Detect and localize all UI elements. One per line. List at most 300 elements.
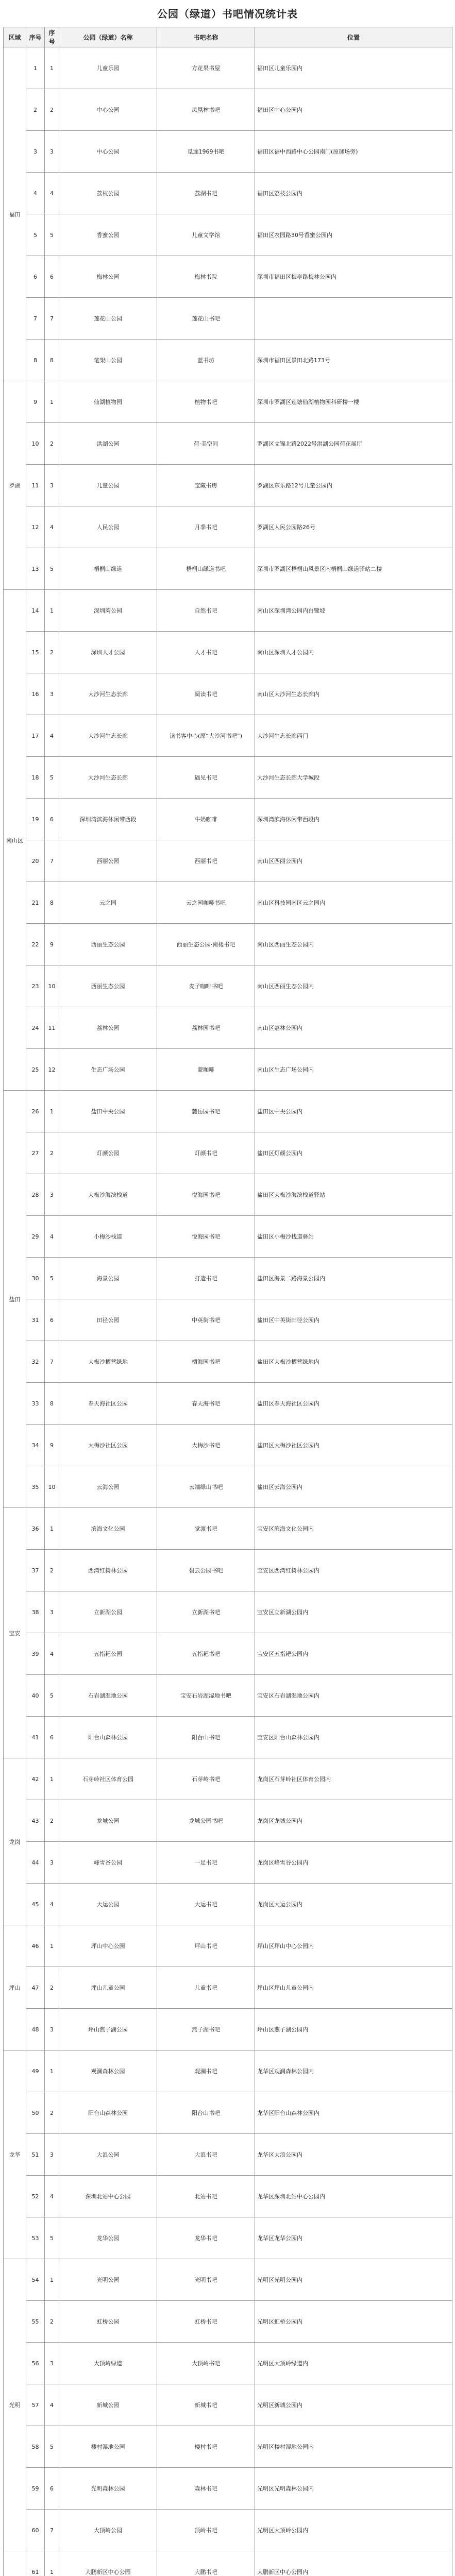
park-name: 大顶岭绿道 [59,2343,157,2384]
row-index: 2 [26,89,45,131]
sub-index: 1 [45,47,59,89]
location: 大沙河生态长廊西门 [255,715,452,757]
location: 龙华区深圳北站中心公园内 [255,2176,452,2217]
table-row [4,2092,452,2134]
park-name: 大沙河生态长廊 [59,715,157,757]
park-name: 香蜜公园 [59,214,157,256]
sub-index: 3 [45,673,59,715]
table-row [4,1675,452,1717]
table-row [4,590,452,632]
row-index: 56 [26,2343,45,2384]
sub-index: 2 [45,89,59,131]
location: 南山区西丽公园内 [255,840,452,882]
bookbar-name: 蒙咖啡 [157,1049,255,1091]
bookbar-name: 大运书吧 [157,1884,255,1925]
table-row [4,89,452,131]
park-name: 仙湖植物园 [59,381,157,423]
row-index: 6 [26,256,45,298]
table-row [4,1633,452,1675]
row-index: 59 [26,2468,45,2510]
row-index: 5 [26,214,45,256]
sub-index: 3 [45,2134,59,2176]
row-index: 44 [26,1842,45,1884]
row-index: 36 [26,1508,45,1550]
park-name: 石岩湖湿地公园 [59,1675,157,1717]
bookbar-name: 人才书吧 [157,632,255,673]
park-name: 五指耙公园 [59,1633,157,1675]
table-row [4,1132,452,1174]
row-index: 18 [26,757,45,799]
district-cell: 罗湖 [4,381,26,590]
table-row [4,47,452,89]
location: 罗湖区人民公园路26号 [255,506,452,548]
bookbar-name: 觅途1969书吧 [157,131,255,173]
park-name: 深圳湾公园 [59,590,157,632]
row-index: 50 [26,2092,45,2134]
bookbar-name: 楼村书吧 [157,2426,255,2468]
location: 龙华区龙华公园内 [255,2217,452,2259]
bookbar-name: 龙城公园书吧 [157,1800,255,1842]
location: 龙岗区石芽岭社区体育公园内 [255,1758,452,1800]
table-row [4,1049,452,1091]
location: 南山区大沙河生态长廊内 [255,673,452,715]
sub-index: 3 [45,1174,59,1216]
bookbar-name: 石芽岭书吧 [157,1758,255,1800]
bookbar-name: 大鹏书吧 [157,2551,255,2576]
table-row [4,2343,452,2384]
sub-index: 3 [45,465,59,506]
row-index: 41 [26,1717,45,1758]
sub-index: 3 [45,1591,59,1633]
row-index: 52 [26,2176,45,2217]
row-index: 38 [26,1591,45,1633]
sub-index: 7 [45,2510,59,2551]
table-row [4,673,452,715]
sub-index: 1 [45,2050,59,2092]
bookbar-name: 森林书吧 [157,2468,255,2510]
table-row [4,465,452,506]
bookbar-name: 观澜书吧 [157,2050,255,2092]
table-body [4,47,452,2576]
location: 南山区荔林公园内 [255,1007,452,1049]
bookbar-name: 阳台山书吧 [157,1717,255,1758]
bookbar-name: 读书客中心(原“大沙河书吧”) [157,715,255,757]
table-row [4,2217,452,2259]
sub-index: 5 [45,2217,59,2259]
park-name: 莲花山公园 [59,298,157,340]
sub-index: 6 [45,256,59,298]
location: 大沙河生态长廊大学城段 [255,757,452,799]
park-name: 大浪公园 [59,2134,157,2176]
location: 深圳市罗湖区莲塘仙湖植物园科研楼一楼 [255,381,452,423]
row-index: 8 [26,340,45,381]
row-index: 3 [26,131,45,173]
header-bookbar-name: 书吧名称 [157,27,255,47]
district-cell: 坪山 [4,1925,26,2050]
table-row [4,1591,452,1633]
sub-index: 5 [45,1675,59,1717]
bookbar-name: 宝安石岩湖湿地书吧 [157,1675,255,1717]
sub-index: 9 [45,1425,59,1466]
table-row [4,340,452,381]
table-row [4,256,452,298]
table-row [4,632,452,673]
bookbar-name: 自然书吧 [157,590,255,632]
location: 宝安区滨海文化公园内 [255,1508,452,1550]
bookbar-name: 牛奶咖啡 [157,799,255,840]
bookbar-name: 儿童文学馆 [157,214,255,256]
location: 福田区荔枝公园内 [255,173,452,214]
row-index: 23 [26,965,45,1007]
location: 南山区西丽生态公园内 [255,965,452,1007]
location: 盐田区云海公园内 [255,1466,452,1508]
location [255,298,452,340]
sub-index: 5 [45,1258,59,1299]
sub-index: 10 [45,965,59,1007]
location: 光明区光明森林公园内 [255,2468,452,2510]
row-index: 53 [26,2217,45,2259]
sub-index: 3 [45,131,59,173]
table-row [4,882,452,924]
row-index: 12 [26,506,45,548]
park-name: 大梅沙海滨栈道 [59,1174,157,1216]
park-name: 笔架山公园 [59,340,157,381]
location: 宝安区立新湖公园内 [255,1591,452,1633]
district-cell [4,2551,26,2576]
park-name: 楼村湿地公园 [59,2426,157,2468]
park-name: 中心公园 [59,89,157,131]
row-index: 13 [26,548,45,590]
row-index: 22 [26,924,45,965]
sub-index: 4 [45,1884,59,1925]
row-index: 28 [26,1174,45,1216]
bookbar-name: 梧桐山绿道书吧 [157,548,255,590]
park-name: 荔枝公园 [59,173,157,214]
bookbar-name: 儿童书吧 [157,1967,255,2009]
park-name: 生态广场公园 [59,1049,157,1091]
park-name: 光明森林公园 [59,2468,157,2510]
sub-index: 4 [45,2384,59,2426]
bookbar-name: 凤凰林书吧 [157,89,255,131]
bookbar-name: 荔湖书吧 [157,173,255,214]
row-index: 31 [26,1299,45,1341]
table-row [4,214,452,256]
row-index: 26 [26,1091,45,1132]
location: 福田区农园路30号香蜜公园内 [255,214,452,256]
row-index: 32 [26,1341,45,1383]
row-index: 37 [26,1550,45,1591]
bookbar-name: 灯颜书吧 [157,1132,255,1174]
location: 福田区儿童乐园内 [255,47,452,89]
bookbar-name: 月季书吧 [157,506,255,548]
bookbar-name: 大顶岭书吧 [157,2343,255,2384]
row-index: 47 [26,1967,45,2009]
row-index: 11 [26,465,45,506]
sub-index: 2 [45,632,59,673]
sub-index: 8 [45,340,59,381]
park-name: 西丽公园 [59,840,157,882]
park-name: 西湾红树林公园 [59,1550,157,1591]
park-name: 坪山中心公园 [59,1925,157,1967]
bookbar-name: 五指耙书吧 [157,1633,255,1675]
location: 龙岗区峰雪谷公园内 [255,1842,452,1884]
sub-index: 2 [45,2092,59,2134]
park-name: 儿童公园 [59,465,157,506]
table-row [4,2134,452,2176]
location: 龙岗区大运公园内 [255,1884,452,1925]
table-row [4,1299,452,1341]
table-row [4,173,452,214]
sub-index: 2 [45,423,59,465]
table-row [4,2426,452,2468]
bookbar-name: 中英街书吧 [157,1299,255,1341]
sub-index: 4 [45,1633,59,1675]
park-name: 阳台山森林公园 [59,2092,157,2134]
table-row [4,381,452,423]
park-name: 荔林公园 [59,1007,157,1049]
location: 坪山区坪山中心公园内 [255,1925,452,1967]
location: 宝安区石岩湖湿地公园内 [255,1675,452,1717]
district-cell: 南山区 [4,590,26,1091]
bookbar-name: 西丽书吧 [157,840,255,882]
bookbar-name: 新城书吧 [157,2384,255,2426]
park-name: 龙华公园 [59,2217,157,2259]
sub-index: 8 [45,882,59,924]
row-index: 43 [26,1800,45,1842]
location: 深圳市罗湖区梧桐山风景区内梧桐山绿道驿站二楼 [255,548,452,590]
sub-index: 4 [45,506,59,548]
table-row [4,2176,452,2217]
sub-index: 10 [45,1466,59,1508]
location: 盐田区中英街田径公园内 [255,1299,452,1341]
table-row [4,131,452,173]
sub-index: 2 [45,1967,59,2009]
table-row [4,2050,452,2092]
location: 南山区西丽生态公园内 [255,924,452,965]
sub-index: 7 [45,840,59,882]
location: 龙华区阳台山森林公园内 [255,2092,452,2134]
park-name: 深圳北站中心公园 [59,2176,157,2217]
location: 深圳湾滨海休闲带西段内 [255,799,452,840]
sub-index: 1 [45,2551,59,2576]
location: 光明区新城公园内 [255,2384,452,2426]
location: 深圳市福田区景田北路173号 [255,340,452,381]
park-name: 坪山燕子湖公园 [59,2009,157,2050]
park-name: 虹桥公园 [59,2301,157,2343]
sub-index: 2 [45,1550,59,1591]
sub-index: 2 [45,1132,59,1174]
location: 盐田区小梅沙栈道驿站 [255,1216,452,1258]
row-index: 20 [26,840,45,882]
bookbar-name: 阳台山书吧 [157,2092,255,2134]
row-index: 49 [26,2050,45,2092]
sub-index: 8 [45,1383,59,1425]
row-index: 16 [26,673,45,715]
park-name: 观澜森林公园 [59,2050,157,2092]
location: 福田区中心公园内 [255,89,452,131]
location: 盐田区春天海社区公园内 [255,1383,452,1425]
sub-index: 5 [45,548,59,590]
park-name: 海景公园 [59,1258,157,1299]
bookbar-name: 悦海园书吧 [157,1216,255,1258]
location: 坪山区坪山儿童公园内 [255,1967,452,2009]
sub-index: 3 [45,2009,59,2050]
bookbar-name: 蓝书坊 [157,340,255,381]
bookbar-name: 阅读书吧 [157,673,255,715]
table-row [4,1800,452,1842]
table-row [4,2551,452,2576]
park-name: 人民公园 [59,506,157,548]
sub-index: 5 [45,2426,59,2468]
bookbar-name: 打造书吧 [157,1258,255,1299]
row-index: 45 [26,1884,45,1925]
location: 南山区深圳湾公园内白鹭坡 [255,590,452,632]
header-row [4,27,452,47]
park-name: 儿童乐园 [59,47,157,89]
location: 光明区光明公园内 [255,2259,452,2301]
location: 坪山区燕子湖公园内 [255,2009,452,2050]
header-index: 序号 [26,27,45,47]
row-index: 30 [26,1258,45,1299]
sub-index: 3 [45,1842,59,1884]
row-index: 1 [26,47,45,89]
row-index: 58 [26,2426,45,2468]
sub-index: 1 [45,1091,59,1132]
location: 大鹏新区中心公园内 [255,2551,452,2576]
park-name: 立新湖公园 [59,1591,157,1633]
table-row [4,1884,452,1925]
table-row [4,799,452,840]
bookbar-name: 梅林书院 [157,256,255,298]
location: 盐田区灯颜公园内 [255,1132,452,1174]
sub-index: 4 [45,1216,59,1258]
bookbar-name: 虹桥书吧 [157,2301,255,2343]
table-row [4,757,452,799]
bookbar-name: 坪山书吧 [157,1925,255,1967]
location: 南山区深圳人才公园内 [255,632,452,673]
table-row [4,1717,452,1758]
location: 深圳市福田区梅亭路梅林公园内 [255,256,452,298]
header-location: 位置 [255,27,452,47]
park-name: 盐田中央公园 [59,1091,157,1132]
table-row [4,2259,452,2301]
row-index: 61 [26,2551,45,2576]
table-row [4,1466,452,1508]
park-name: 光明公园 [59,2259,157,2301]
park-name: 阳台山森林公园 [59,1717,157,1758]
sub-index: 7 [45,1341,59,1383]
park-name: 西丽生态公园 [59,965,157,1007]
sub-index: 4 [45,173,59,214]
location: 罗湖区文锦北路2022号洪湖公园荷花展厅 [255,423,452,465]
table-row [4,1091,452,1132]
bookbar-name: 麦子咖啡书吧 [157,965,255,1007]
row-index: 33 [26,1383,45,1425]
park-name: 洪湖公园 [59,423,157,465]
table-row [4,2301,452,2343]
sub-index: 12 [45,1049,59,1091]
table-row [4,2384,452,2426]
bookbar-name: 植物书吧 [157,381,255,423]
location: 福田区福中西路中心公园南门(原球场旁) [255,131,452,173]
table-row [4,1842,452,1884]
sub-index: 1 [45,590,59,632]
table-row [4,1967,452,2009]
table-row [4,1258,452,1299]
table-row [4,1425,452,1466]
sub-index: 5 [45,757,59,799]
table-row [4,2468,452,2510]
bookbar-name: 大梅沙书吧 [157,1425,255,1466]
bookbar-name: 宝藏书房 [157,465,255,506]
district-cell: 宝安 [4,1508,26,1758]
row-index: 46 [26,1925,45,1967]
row-index: 24 [26,1007,45,1049]
row-index: 34 [26,1425,45,1466]
district-cell: 龙华 [4,2050,26,2259]
sub-index: 2 [45,1800,59,1842]
location: 盐田区中央公园内 [255,1091,452,1132]
bookbar-name: 云端绿山书吧 [157,1466,255,1508]
location: 龙岗区龙城公园内 [255,1800,452,1842]
park-name: 大鹏新区中心公园 [59,2551,157,2576]
bookbar-name: 碧云公园书吧 [157,1550,255,1591]
bookbar-name: 顶岭书吧 [157,2510,255,2551]
location: 宝安区五指耙公园内 [255,1633,452,1675]
row-index: 4 [26,173,45,214]
row-index: 35 [26,1466,45,1508]
location: 南山区科技园南区云之园内 [255,882,452,924]
location: 光明区大顶岭公园内 [255,2510,452,2551]
location: 盐田区大梅沙海滨栈道驿站 [255,1174,452,1216]
park-name: 龙城公园 [59,1800,157,1842]
sub-index: 6 [45,799,59,840]
row-index: 55 [26,2301,45,2343]
location: 盐田区大梅沙栖营绿地内 [255,1341,452,1383]
table-row [4,2009,452,2050]
sub-index: 2 [45,2301,59,2343]
park-name: 峰雪谷公园 [59,1842,157,1884]
header-district: 区域 [4,27,26,47]
row-index: 21 [26,882,45,924]
park-name: 云海公园 [59,1466,157,1508]
row-index: 27 [26,1132,45,1174]
park-name: 灯颜公园 [59,1132,157,1174]
park-name: 云之园 [59,882,157,924]
district-cell: 福田 [4,47,26,381]
row-index: 51 [26,2134,45,2176]
location: 盐田区大梅沙社区公园内 [255,1425,452,1466]
page-title: 公园（绿道）书吧情况统计表 [157,7,298,20]
sub-index: 7 [45,298,59,340]
row-index: 48 [26,2009,45,2050]
sub-index: 6 [45,1299,59,1341]
row-index: 57 [26,2384,45,2426]
park-name: 梧桐山绿道 [59,548,157,590]
sub-index: 3 [45,2343,59,2384]
sub-index: 6 [45,1717,59,1758]
bookbar-name: 西丽生态公园·南楼书吧 [157,924,255,965]
table-row [4,423,452,465]
row-index: 29 [26,1216,45,1258]
park-name: 大顶岭公园 [59,2510,157,2551]
district-cell: 龙岗 [4,1758,26,1925]
sub-index: 1 [45,1758,59,1800]
location: 龙华区观澜森林公园内 [255,2050,452,2092]
sub-index: 1 [45,381,59,423]
bookbar-name: 立新湖书吧 [157,1591,255,1633]
row-index: 7 [26,298,45,340]
